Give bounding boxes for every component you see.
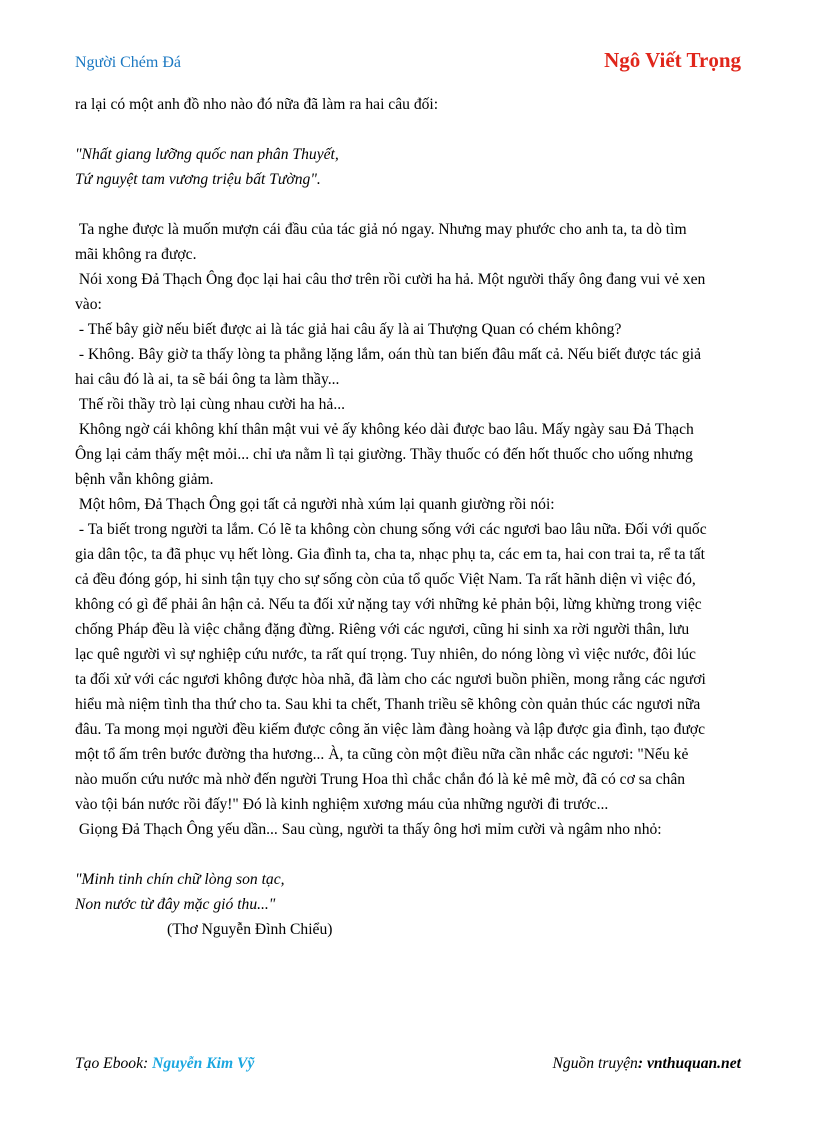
paragraph-line: Giọng Đả Thạch Ông yếu dần... Sau cùng, người ta thấy ông hơi mỉm cười và ngâm nho nhỏ: [75,821,662,838]
paragraph-line: chống Pháp đều là việc chẳng đặng đừng. Riêng với các ngươi, cũng hi sinh xa rời người thân, lưu [75,621,690,638]
source-credit: Nguồn truyện: vnthuquan.net [552,1055,741,1072]
paragraph: ra lại có một anh đồ nho nào đó nữa đã làm ra hai câu đối: [75,96,439,113]
paragraph-line: nào muốn cứu nước mà nhờ đến người Trung Hoa thì chắc chắn đó là kẻ mê mờ, đã có cơ sa chân [75,771,686,788]
paragraph-line: Không ngờ cái không khí thân mật vui vẻ ấy không kéo dài được bao lâu. Mấy ngày sau Đả Thạch [75,421,694,438]
ebook-creator-name: Nguyễn Kim Vỹ [152,1055,255,1072]
page-body [75,92,750,942]
source-site: vnthuquan.net [646,1055,741,1072]
paragraph-line: Thế rồi thầy trò lại cùng nhau cười ha hả... [75,396,346,413]
paragraph-line: vào: [75,296,102,313]
paragraph-line: mãi không ra được. [75,246,197,263]
paragraph-line: ta đối xử với các ngươi không được hòa nhã, đã làm cho các ngươi buồn phiền, mong rằng các ngươi [75,671,706,688]
paragraph-line: một tổ ấm trên bước đường tha hương... À, ta cũng còn một điều nữa cần nhắc các ngươi: "Nếu kẻ [75,746,689,763]
paragraph-line: gia dân tộc, ta đã phục vụ hết lòng. Gia đình ta, cha ta, nhạc phụ ta, các em ta, hai con trai ta, rể ta tất [75,546,706,563]
author-name: Ngô Viết Trọng [604,48,741,72]
paragraph-line: đâu. Ta mong mọi người đều kiếm được công ăn việc làm đàng hoàng và lập được gia đình, tạo được [75,721,706,738]
paragraph-line: vào tội bán nước rồi đấy!" Đó là kinh nghiệm xương máu của những người đi trước... [75,796,609,813]
ebook-label: Tạo Ebook [75,1055,144,1072]
paragraph-line: hiểu mà niệm tình tha thứ cho ta. Sau khi ta chết, Thanh triều sẽ không còn quản thúc các ngươi nữa [75,696,701,713]
paragraph-line: hai câu đó là ai, ta sẽ bái ông ta làm thầy... [75,371,340,388]
paragraph-line: Ta nghe được là muốn mượn cái đầu của tác giả nó ngay. Nhưng may phước cho anh ta, ta dò tìm [75,221,687,238]
paragraph-line: Ông lại cảm thấy mệt mỏi... chỉ ưa nằm lì tại giường. Thầy thuốc có đến hốt thuốc cho uống nhưng [75,446,693,463]
verse-line: "Minh tinh chín chữ lòng son tạc, [75,871,285,888]
verse-line: Tứ nguyệt tam vương triệu bất Tường". [75,171,321,188]
verse-line: "Nhất giang lưỡng quốc nan phân Thuyết, [75,146,339,163]
paragraph-line: lạc quê người vì sự nghiệp cứu nước, ta rất quí trọng. Tuy nhiên, do nóng lòng vì việc nước, đôi lúc [75,646,696,663]
page-footer [75,1055,741,1077]
page-header [75,48,741,78]
paragraph-line: - Thế bây giờ nếu biết được ai là tác giả hai câu ấy là ai Thượng Quan có chém không? [75,321,622,338]
ebook-credit: Tạo Ebook: Nguyễn Kim Vỹ [75,1055,255,1072]
paragraph-line: Nói xong Đả Thạch Ông đọc lại hai câu thơ trên rồi cười ha hả. Một người thấy ông đang vui vẻ xen [75,271,706,288]
paragraph-line: Một hôm, Đả Thạch Ông gọi tất cả người nhà xúm lại quanh giường rồi nói: [75,496,555,513]
paragraph-line: cả đều đóng góp, hi sinh tận tụy cho sự sống còn của tổ quốc Việt Nam. Ta rất hãnh diện vì việc đó, [75,571,696,588]
paragraph-line: - Không. Bây giờ ta thấy lòng ta phẳng lặng lắm, oán thù tan biến đâu mất cả. Nếu biết được tác giả [75,346,702,363]
paragraph-line: không có gì để phải ân hận cả. Nếu ta đối xử nặng tay với những kẻ phản bội, lừng khừng trong việc [75,596,702,613]
book-title: Người Chém Đá [75,54,182,71]
verse-citation: (Thơ Nguyễn Đình Chiểu) [167,921,333,938]
source-label: Nguồn truyện [552,1055,638,1072]
paragraph-line: bệnh vẫn không giảm. [75,471,214,488]
paragraph-line: - Ta biết trong người ta lắm. Có lẽ ta không còn chung sống với các ngươi bao lâu nữa. Đối với quốc [75,521,707,538]
verse-line: Non nước từ đây mặc gió thu..." [75,896,276,913]
